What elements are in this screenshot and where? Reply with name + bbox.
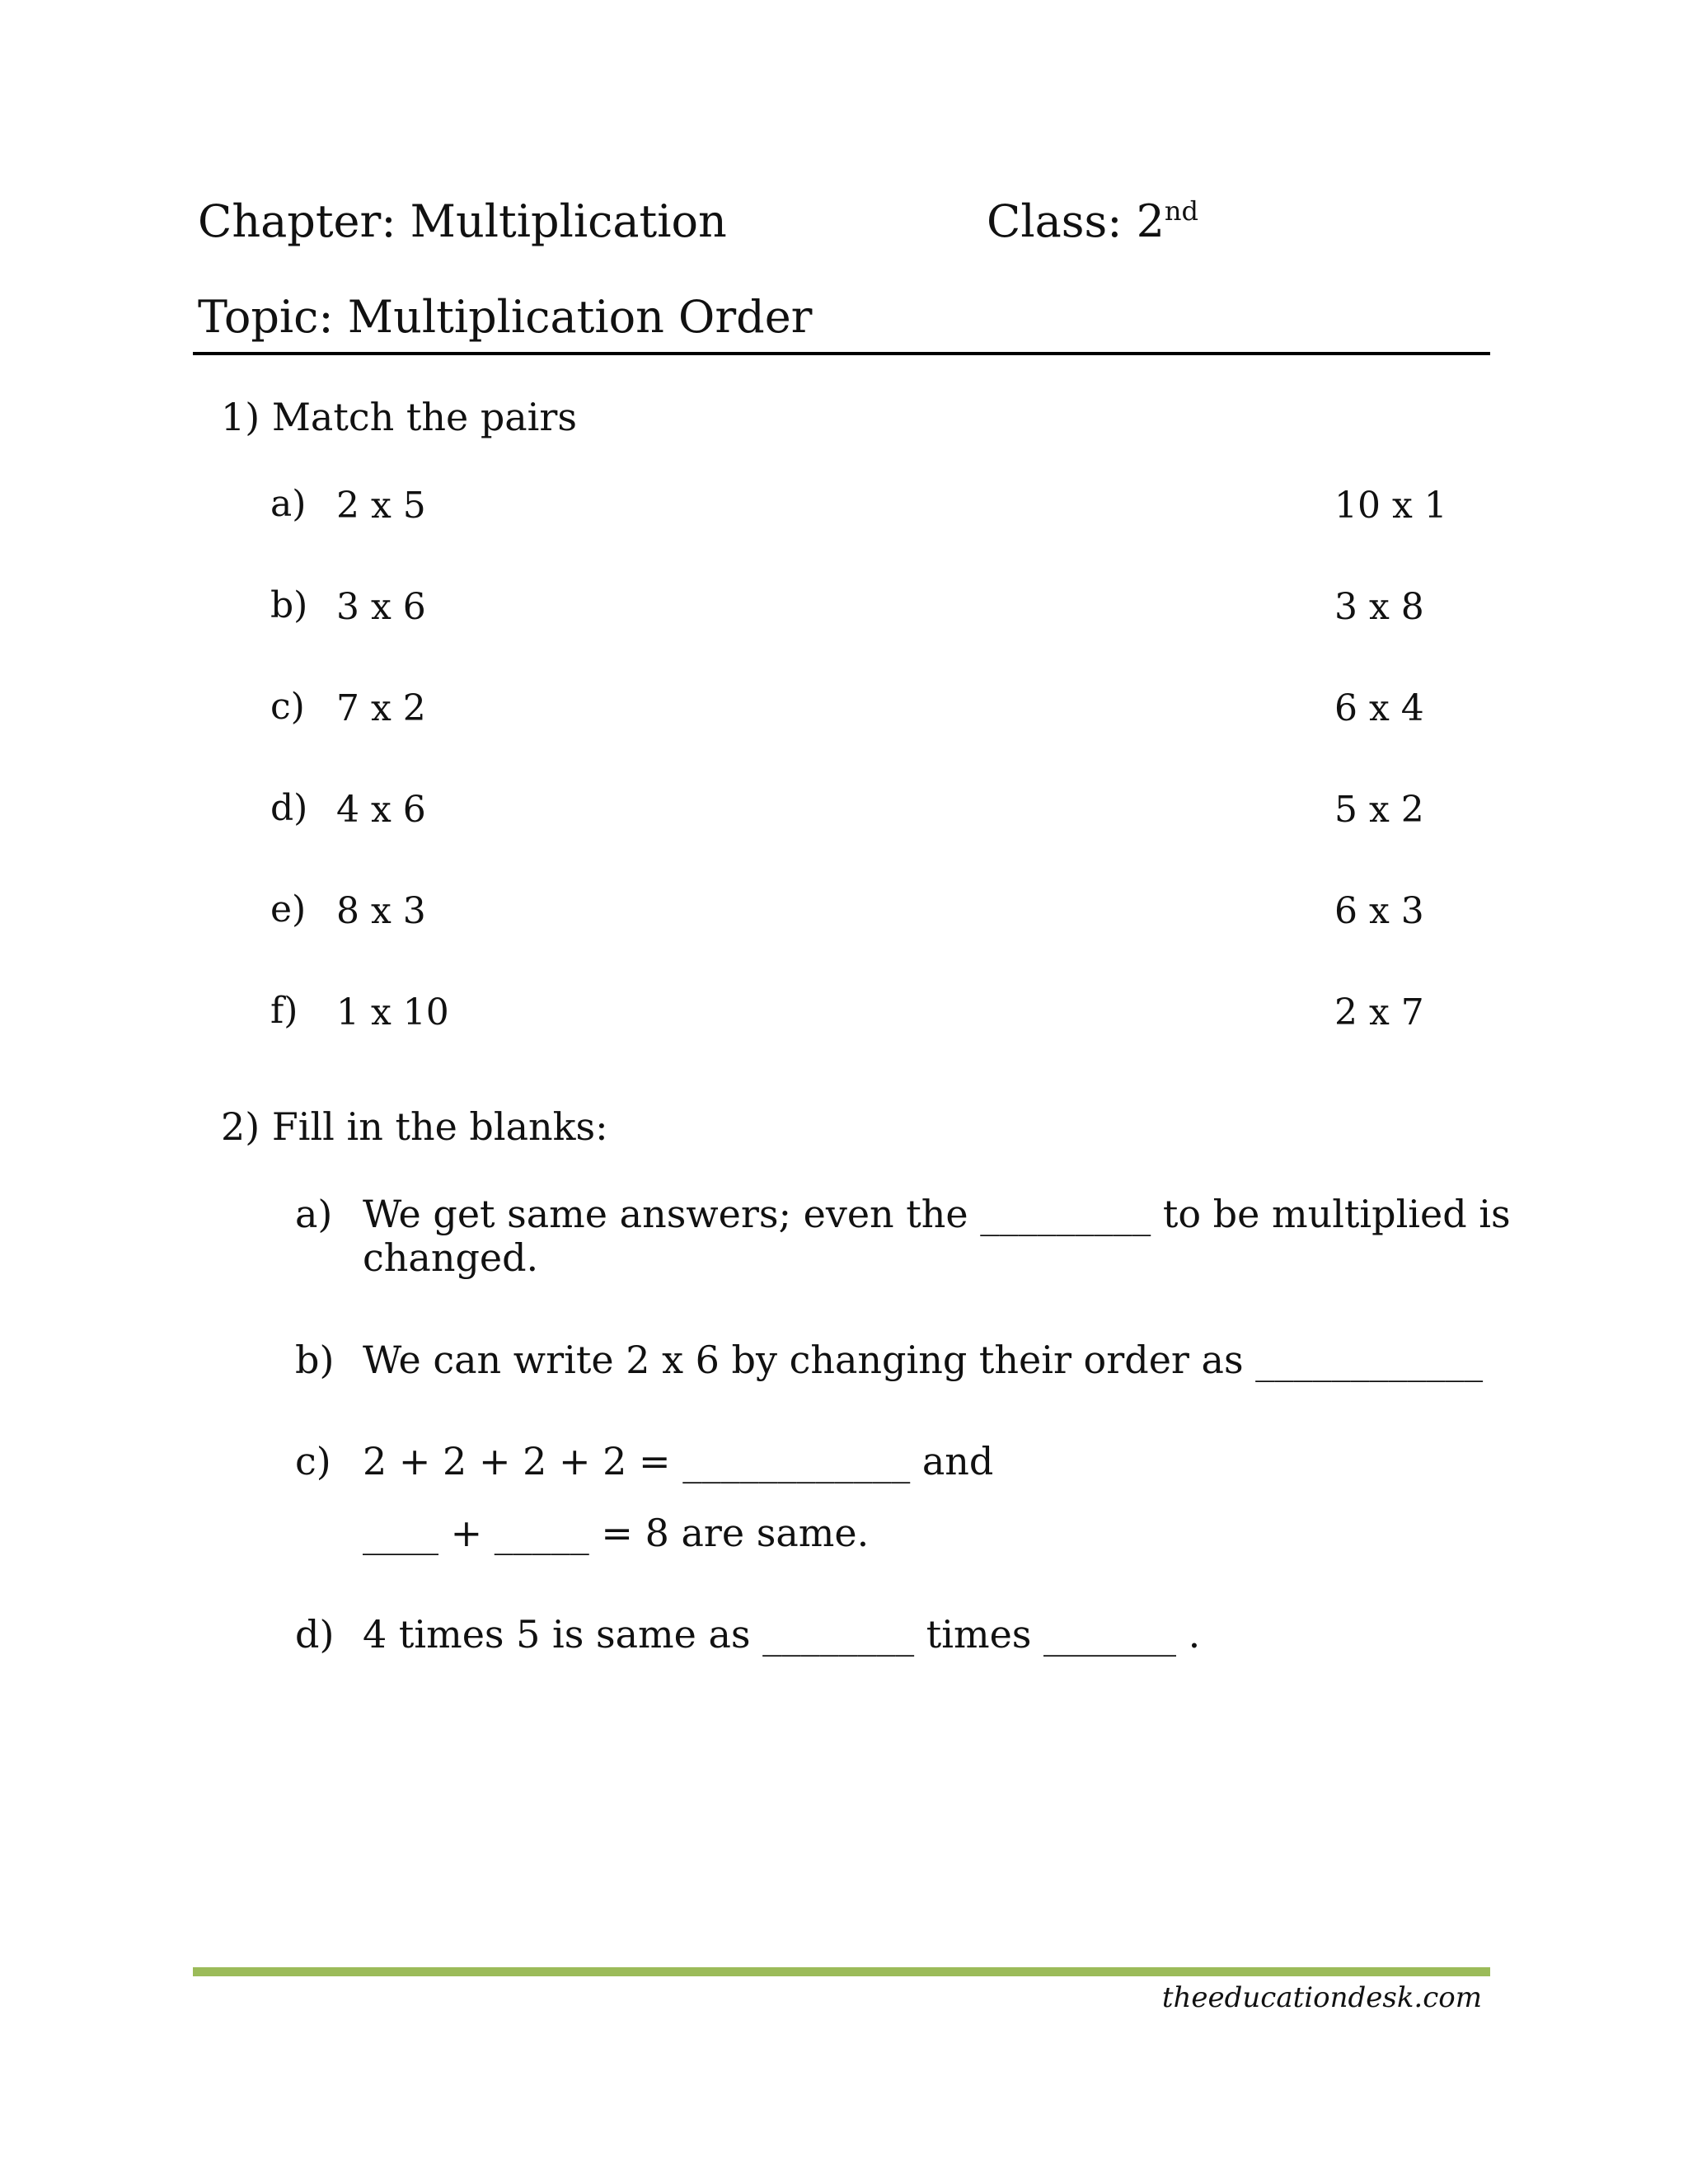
fill-blank-a-line2: changed.: [363, 1235, 539, 1280]
match-row-label: c): [270, 686, 305, 728]
header-divider: [193, 352, 1490, 355]
fill-blank-label-c: c): [295, 1439, 331, 1483]
fill-blank-a-line1: We get same answers; even the _________ to be multiplied is: [363, 1192, 1511, 1236]
match-right-expression: 2 x 7: [1334, 991, 1424, 1033]
topic-title: Topic: Multiplication Order: [198, 291, 813, 343]
match-right-expression: 5 x 2: [1334, 789, 1424, 831]
match-left-expression: 2 x 5: [336, 485, 426, 527]
match-right-expression: 6 x 4: [1334, 687, 1424, 729]
class-ordinal-suffix: nd: [1164, 195, 1199, 227]
match-left-expression: 8 x 3: [336, 890, 426, 932]
class-label: [987, 195, 1199, 247]
fill-blank-label-b: b): [295, 1338, 335, 1382]
fill-blank-c-line2: ____ + _____ = 8 are same.: [363, 1511, 870, 1555]
footer-website: theeducationdesk.com: [1161, 1981, 1482, 2014]
match-right-expression: 10 x 1: [1334, 485, 1447, 527]
match-row-label: a): [270, 483, 307, 525]
match-row-label: e): [270, 888, 307, 930]
fill-blank-label-d: d): [295, 1612, 335, 1657]
class-text: Class: 2: [987, 195, 1165, 247]
match-row-label: d): [270, 787, 308, 829]
question-1-title: 1) Match the pairs: [221, 395, 577, 439]
match-right-expression: 3 x 8: [1334, 586, 1424, 628]
question-2-title: 2) Fill in the blanks:: [221, 1104, 608, 1149]
fill-blank-b-text: We can write 2 x 6 by changing their order as ____________: [363, 1338, 1484, 1382]
chapter-title: Chapter: Multiplication: [198, 195, 727, 247]
match-right-expression: 6 x 3: [1334, 890, 1424, 932]
match-left-expression: 3 x 6: [336, 586, 426, 628]
match-row-label: f): [270, 990, 298, 1032]
match-left-expression: 1 x 10: [336, 991, 449, 1033]
footer-divider: [193, 1967, 1490, 1976]
match-row-label: b): [270, 584, 308, 626]
match-left-expression: 7 x 2: [336, 687, 426, 729]
fill-blank-label-a: a): [295, 1192, 333, 1236]
fill-blank-d-text: 4 times 5 is same as ________ times _______ .: [363, 1612, 1201, 1657]
fill-blank-c-line1: 2 + 2 + 2 + 2 = ____________ and: [363, 1439, 994, 1483]
match-left-expression: 4 x 6: [336, 789, 426, 831]
